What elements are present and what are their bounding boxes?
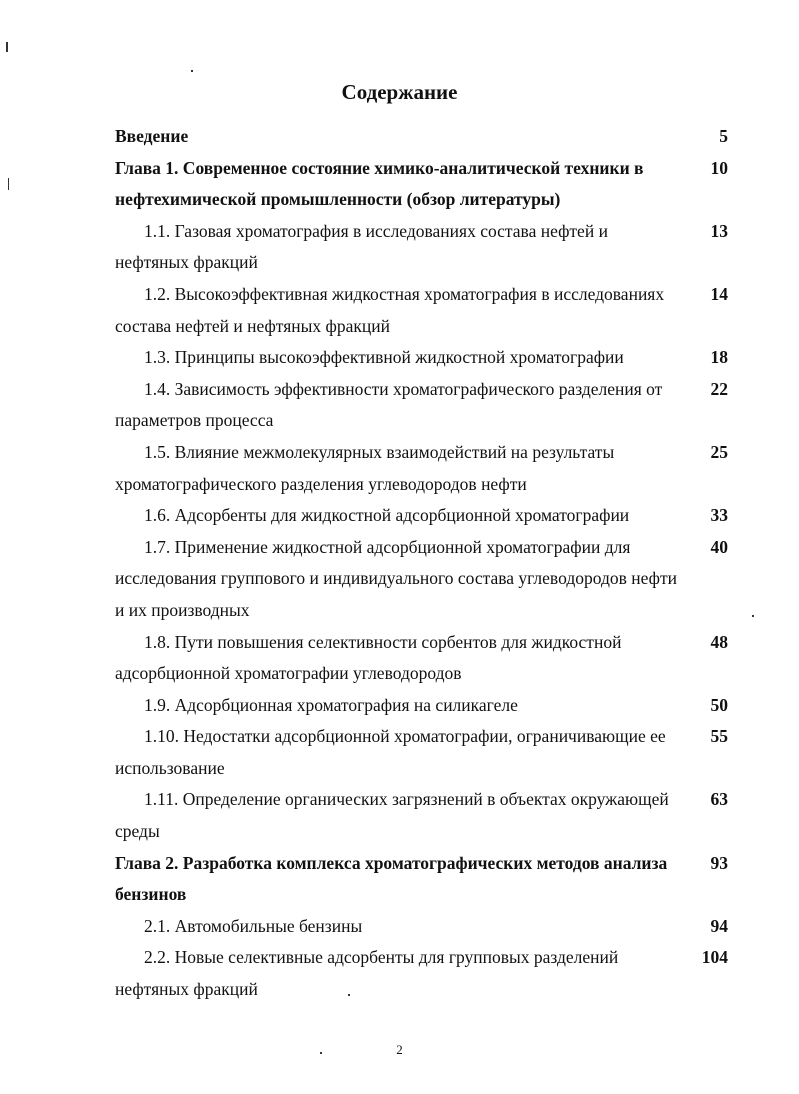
toc-entry-title: 1.8. Пути повышения селективности сорбентов для жидкостной адсорбционной хроматографии углеводородов xyxy=(115,631,622,684)
toc-entry xyxy=(0,690,799,722)
toc-entry-page: 5 xyxy=(719,126,728,146)
toc-entry-page: 94 xyxy=(710,915,728,936)
toc-entry xyxy=(0,911,799,943)
toc-entry-title: 1.10. Недостатки адсорбционной хроматографии, ограничивающие ее использование xyxy=(115,726,666,778)
toc-entry xyxy=(0,942,799,1005)
toc-entry-title: 1.3. Принципы высокоэффективной жидкостной хроматографии xyxy=(144,347,624,368)
toc-entry xyxy=(0,500,799,532)
toc-entry-page: 33 xyxy=(710,505,728,526)
toc-entry-title: 1.4. Зависимость эффективности хроматографического разделения от параметров процесса xyxy=(115,378,663,431)
toc-entry xyxy=(0,121,799,153)
table-of-contents xyxy=(0,121,799,1006)
toc-entry-title: 1.2. Высокоэффективная жидкостная хроматография в исследованиях состава нефтей и нефтяных фракций xyxy=(115,283,665,336)
toc-entry-title: 1.9. Адсорбционная хроматография на силикагеле xyxy=(144,694,518,715)
page-title: Содержание xyxy=(341,80,458,104)
toc-entry xyxy=(0,342,799,374)
toc-entry-title: 1.7. Применение жидкостной адсорбционной хроматографии для исследования группового и индивидуального состава углеводородов нефти и их производных xyxy=(115,536,677,620)
toc-entry-page: 50 xyxy=(710,694,728,715)
toc-entry xyxy=(0,721,799,784)
toc-entry-page: 93 xyxy=(710,852,728,873)
toc-entry-title: 1.6. Адсорбенты для жидкостной адсорбционной хроматографии xyxy=(144,505,630,526)
toc-entry-page: 48 xyxy=(710,631,728,652)
toc-entry-page: 104 xyxy=(701,947,728,968)
toc-entry-page: 63 xyxy=(710,789,728,810)
toc-entry-title: 2.2. Новые селективные адсорбенты для групповых разделений нефтяных фракций xyxy=(115,947,619,1000)
scan-speck xyxy=(191,70,193,72)
toc-entry-title: 1.1. Газовая хроматография в исследованиях состава нефтей и нефтяных фракций xyxy=(115,220,608,273)
toc-entry-title: Введение xyxy=(115,126,189,146)
scan-speck xyxy=(6,42,8,52)
toc-entry-title: 1.5. Влияние межмолекулярных взаимодействий на результаты хроматографического разделения углеводородов нефти xyxy=(115,441,615,494)
toc-entry-page: 18 xyxy=(710,347,728,368)
toc-entry xyxy=(0,848,799,911)
toc-entry-title: Глава 1. Современное состояние химико-аналитической техники в нефтехимической промышленности (обзор литературы) xyxy=(115,157,644,210)
toc-entry xyxy=(0,153,799,216)
toc-entry-page: 55 xyxy=(710,726,728,747)
toc-entry xyxy=(0,437,799,500)
toc-entry-page: 22 xyxy=(710,378,728,399)
toc-entry xyxy=(0,279,799,342)
toc-entry xyxy=(0,627,799,690)
toc-entry-page: 10 xyxy=(710,157,728,178)
toc-entry-page: 14 xyxy=(710,283,728,304)
toc-entry xyxy=(0,784,799,847)
toc-entry-page: 13 xyxy=(710,220,728,241)
toc-entry xyxy=(0,532,799,627)
toc-entry-title: Глава 2. Разработка комплекса хроматографических методов анализа бензинов xyxy=(115,852,668,905)
toc-entry-page: 40 xyxy=(710,536,728,557)
page-number: 2 xyxy=(396,1042,403,1057)
toc-entry-title: 2.1. Автомобильные бензины xyxy=(144,915,363,936)
toc-entry xyxy=(0,374,799,437)
toc-entry xyxy=(0,216,799,279)
toc-entry-title: 1.11. Определение органических загрязнений в объектах окружающей среды xyxy=(115,789,669,842)
toc-entry-page: 25 xyxy=(710,441,728,462)
